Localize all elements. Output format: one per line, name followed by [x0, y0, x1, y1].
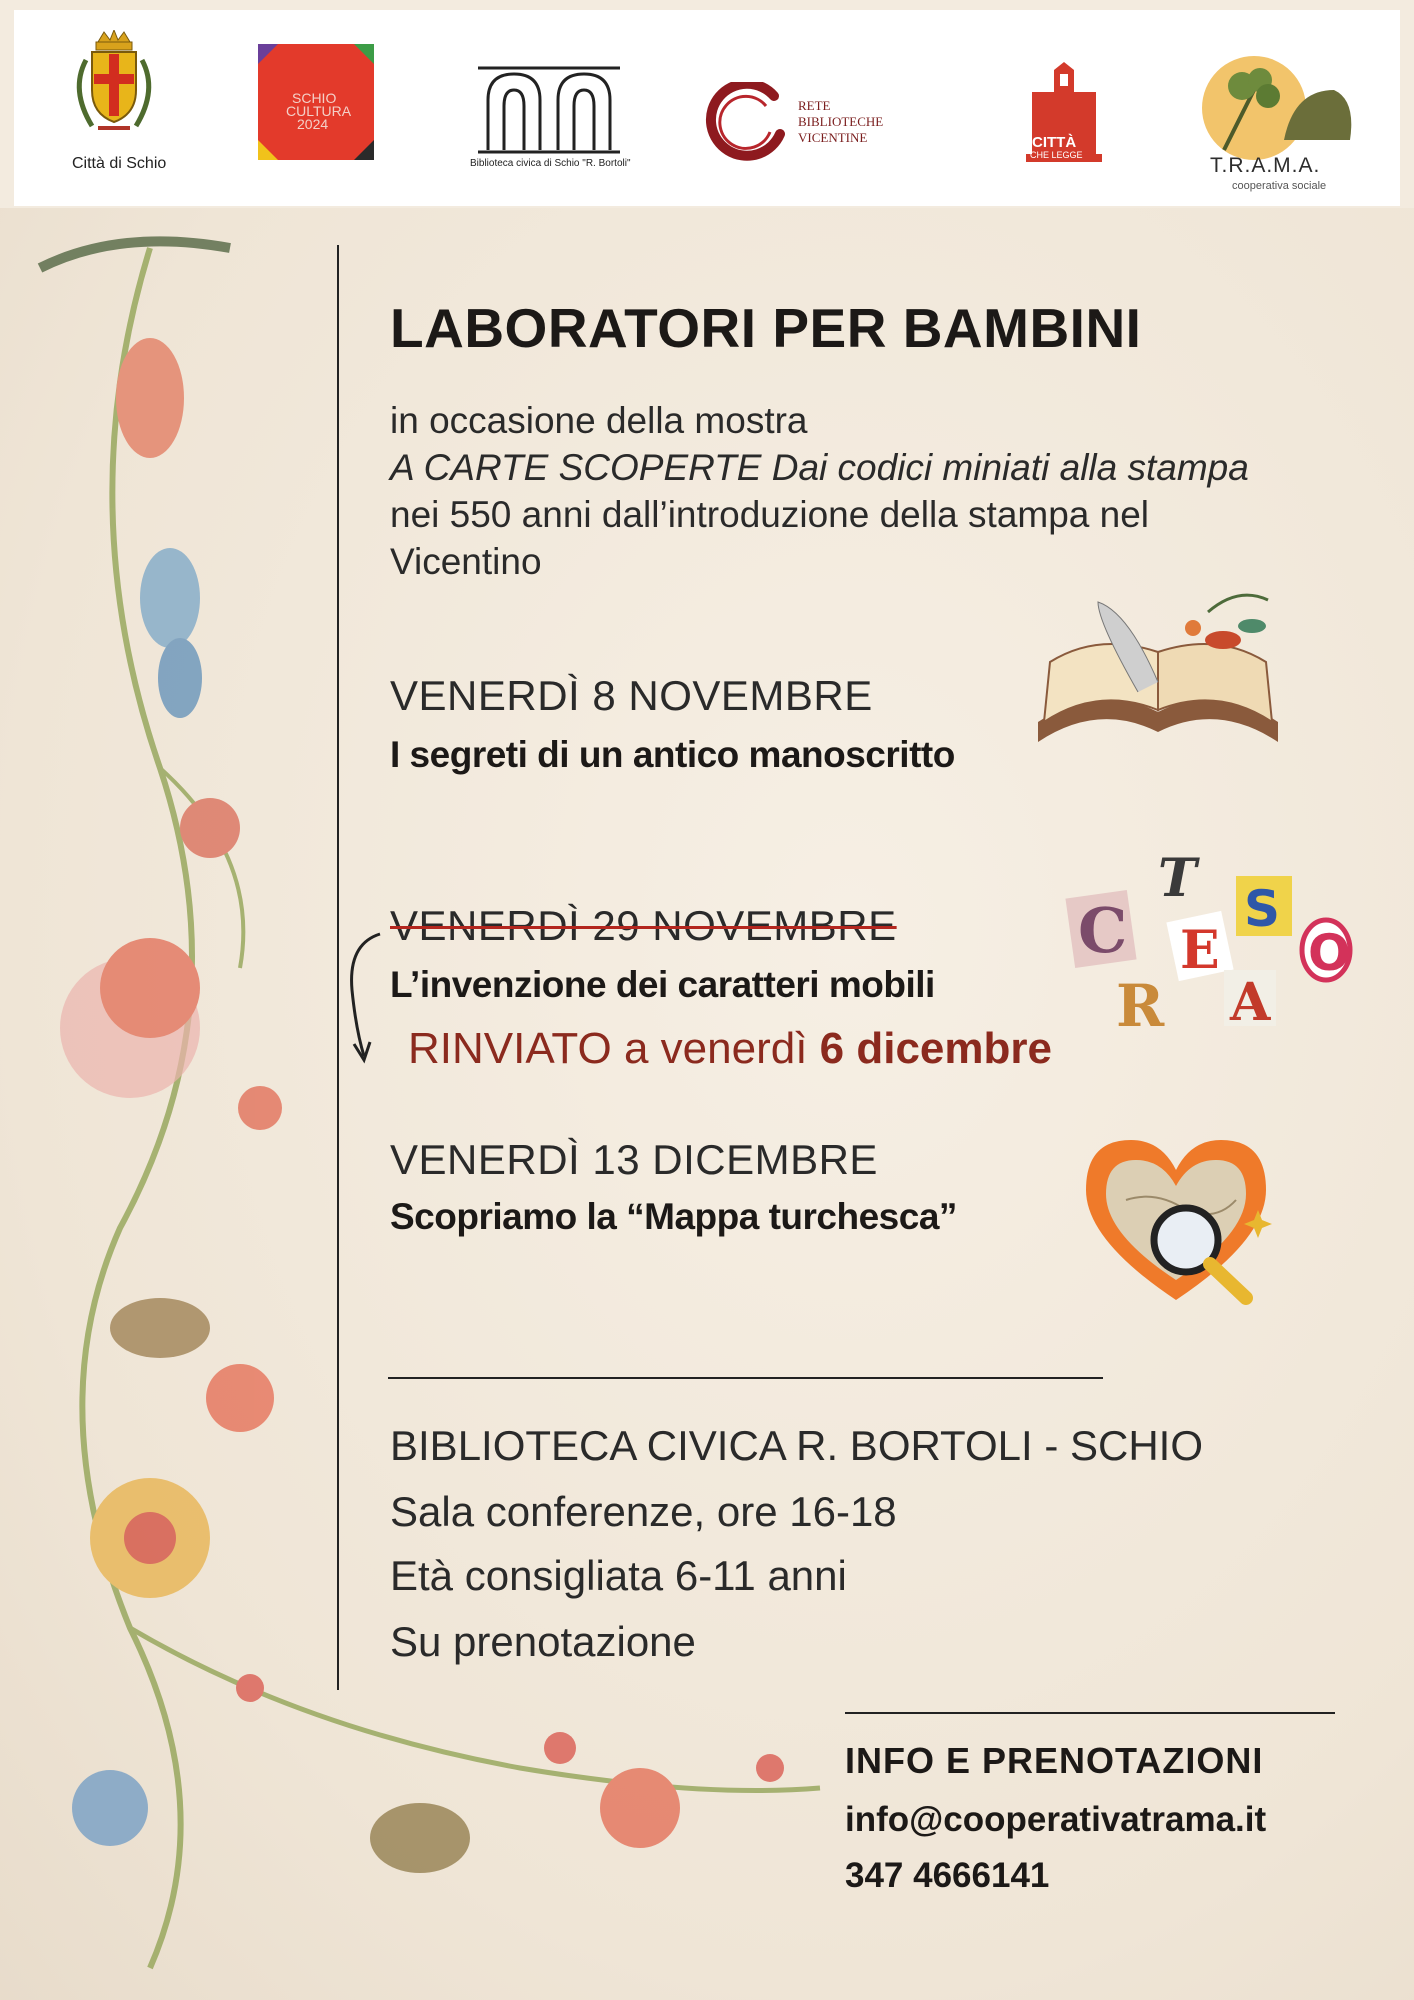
event-1-date: VENERDÌ 8 NOVEMBRE: [390, 672, 873, 719]
movable-type-letters-illustration: [1064, 840, 1354, 1040]
contact-phone[interactable]: 347 4666141: [845, 1856, 1050, 1895]
city-label: Città di Schio: [72, 155, 167, 172]
letter-c: C: [1078, 894, 1128, 967]
schio-cultura-text-2: CULTURA: [286, 103, 352, 119]
trama-logo: [1184, 50, 1364, 160]
intro-line-4: Vicentino: [390, 541, 542, 582]
venue-room-time: Sala conferenze, ore 16-18: [390, 1488, 897, 1535]
event-3-title: Scopriamo la “Mappa turchesca”: [390, 1196, 957, 1237]
letter-o: O: [1308, 924, 1351, 982]
horizontal-divider-venue: [388, 1377, 1103, 1379]
library-label: Biblioteca civica di Schio "R. Bortoli": [470, 158, 631, 169]
vertical-divider: [337, 245, 339, 1690]
sponsor-logo-bar: [14, 10, 1400, 206]
trama-sub: cooperativa sociale: [1232, 180, 1327, 192]
postponed-new-date: 6 dicembre: [819, 1024, 1052, 1073]
letter-t: T: [1158, 848, 1197, 909]
intro-line-3: nei 550 anni dall’introduzione della stampa nel: [390, 494, 1150, 535]
event-2-postponed-notice: [408, 1024, 1052, 1074]
venue-age: Età consigliata 6-11 anni: [390, 1552, 847, 1599]
postponed-arrow-icon: [340, 920, 400, 1070]
rete-text-1: RETE: [798, 98, 831, 113]
schio-cultura-text-3: 2024: [297, 116, 329, 132]
event-2-date: VENERDÌ 29 NOVEMBRE: [390, 902, 897, 949]
postponed-label: RINVIATO a venerdì: [408, 1024, 808, 1073]
contact-email[interactable]: info@cooperativatrama.it: [845, 1800, 1267, 1839]
event-2-title: L’invenzione dei caratteri mobili: [390, 964, 935, 1005]
schio-cultura-text-1: SCHIO: [292, 90, 337, 106]
trama-name: T.R.A.M.A.: [1210, 154, 1321, 177]
poster-title: LABORATORI PER BAMBINI: [390, 297, 1142, 359]
book-quill-hummingbird-illustration: [1028, 582, 1298, 752]
horizontal-divider-info: [845, 1712, 1335, 1714]
event-3-date: VENERDÌ 13 DICEMBRE: [390, 1136, 878, 1183]
citta-text-1: CITTÀ: [1032, 134, 1077, 151]
letter-a: A: [1230, 972, 1271, 1033]
heart-map-magnifier-illustration: [1076, 1130, 1276, 1310]
citta-text-2: CHE LEGGE: [1030, 150, 1083, 160]
rete-text-2: BIBLIOTECHE: [798, 114, 884, 129]
venue-booking: Su prenotazione: [390, 1618, 696, 1665]
library-arches-logo: [474, 60, 624, 160]
venue-name: BIBLIOTECA CIVICA R. BORTOLI - SCHIO: [390, 1422, 1203, 1469]
info-heading: INFO E PRENOTAZIONI: [845, 1740, 1264, 1781]
letter-e: E: [1180, 920, 1220, 981]
rete-biblioteche-logo: [704, 82, 794, 172]
intro-line-2: A CARTE SCOPERTE Dai codici miniati alla stampa: [390, 447, 1249, 488]
event-1-title: I segreti di un antico manoscritto: [390, 734, 955, 775]
letter-r: R: [1116, 972, 1165, 1040]
intro-line-1: in occasione della mostra: [390, 400, 808, 441]
schio-crest-logo: [64, 30, 164, 150]
letter-s: S: [1244, 880, 1281, 938]
rete-text-3: VICENTINE: [798, 130, 868, 145]
